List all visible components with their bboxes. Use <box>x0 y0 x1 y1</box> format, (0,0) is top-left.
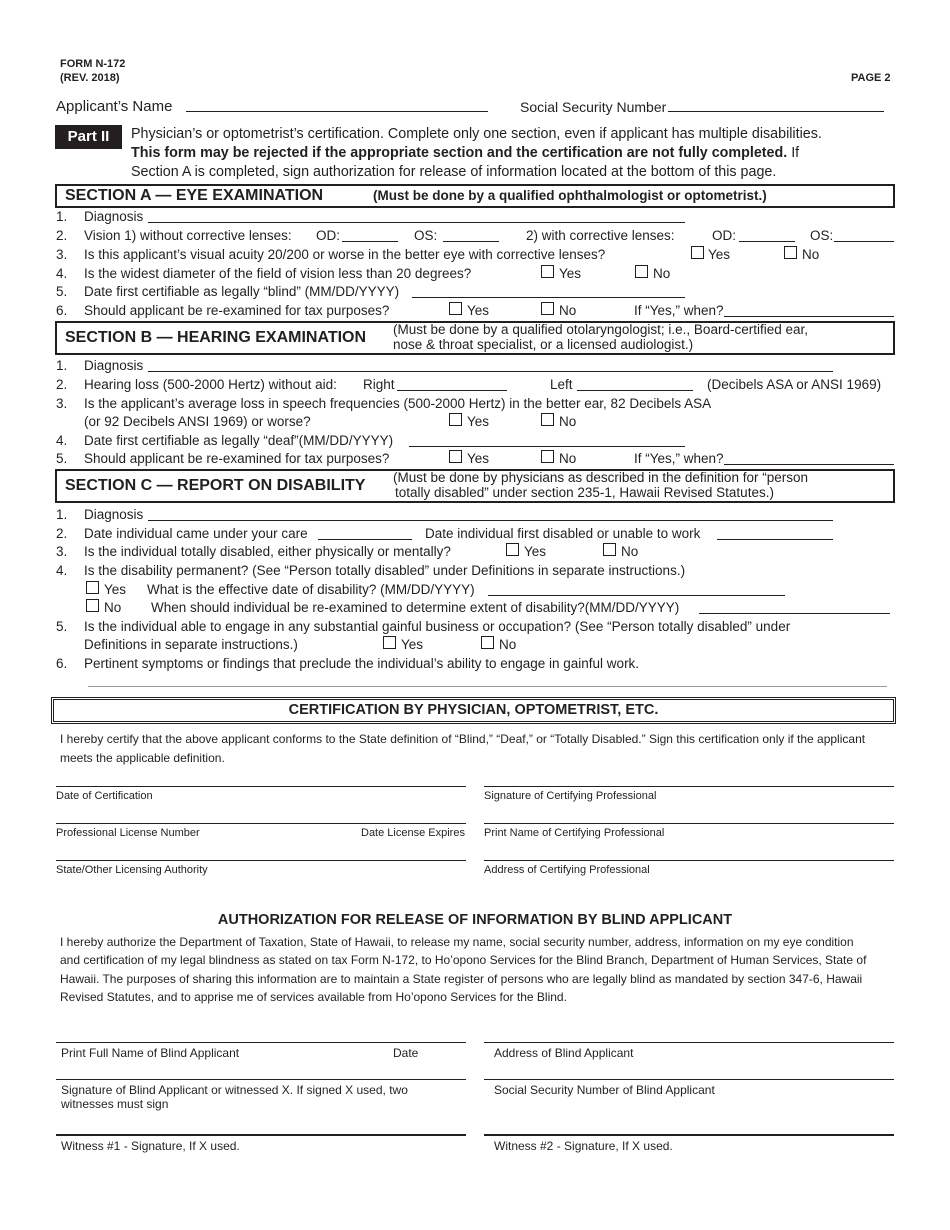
b-right-label: Right <box>363 377 395 392</box>
section-c-title: SECTION C — REPORT ON DISABILITY <box>65 477 366 494</box>
licensing-authority-label: State/Other Licensing Authority <box>56 864 208 876</box>
signature-blind-label-1: Signature of Blind Applicant or witnessed X. If signed X used, two <box>61 1083 408 1097</box>
yes-label: Yes <box>467 451 490 466</box>
section-b-title: SECTION B — HEARING EXAMINATION <box>65 329 367 346</box>
a-acuity-no-checkbox[interactable] <box>784 246 797 259</box>
no-label: No <box>802 247 820 262</box>
b-reexam-question: Should applicant be re-examined for tax purposes? <box>84 451 390 466</box>
yes-label: Yes <box>467 414 490 429</box>
form-revision: (REV. 2018) <box>60 72 120 84</box>
item-number: 1. <box>56 209 68 224</box>
c-gainful-question-1: Is the individual able to engage in any substantial gainful business or occupation? (See “Person totally disabled” under <box>84 619 791 634</box>
item-number: 1. <box>56 358 68 373</box>
date-of-certification-field[interactable] <box>56 786 466 787</box>
a-reexam-question: Should applicant be re-examined for tax purposes? <box>84 303 390 318</box>
a-field-yes-checkbox[interactable] <box>541 265 554 278</box>
a-date-blind-field[interactable] <box>412 297 685 298</box>
license-expires-label: Date License Expires <box>361 827 465 839</box>
b-diagnosis-label: Diagnosis <box>84 358 144 373</box>
full-name-label: Print Full Name of Blind Applicant <box>61 1046 240 1060</box>
c-pertinent-field[interactable] <box>88 686 887 687</box>
no-label: No <box>104 600 122 615</box>
signature-blind-field[interactable] <box>56 1079 466 1080</box>
a-os1-field[interactable] <box>443 241 499 242</box>
address-blind-label: Address of Blind Applicant <box>494 1046 634 1060</box>
ssn-field[interactable] <box>668 111 884 112</box>
a-os2-field[interactable] <box>834 241 894 242</box>
c-permanent-yes-checkbox[interactable] <box>86 581 99 594</box>
item-number: 2. <box>56 526 68 541</box>
authorization-paragraph-2: and certification of my legal blindness as stated on tax Form N-172, to Ho’opono Services for the Blind Branch, Department of Human Services, State of <box>60 953 867 967</box>
section-a-note: (Must be done by a qualified ophthalmologist or optometrist.) <box>373 188 767 203</box>
no-label: No <box>559 451 577 466</box>
c-date-disabled-field[interactable] <box>717 539 833 540</box>
address-blind-field[interactable] <box>484 1042 894 1043</box>
b-average-question-2: (or 92 Decibels ANSI 1969) or worse? <box>84 414 311 429</box>
c-gainful-no-checkbox[interactable] <box>481 636 494 649</box>
yes-label: Yes <box>401 637 424 652</box>
authorization-title: AUTHORIZATION FOR RELEASE OF INFORMATION BY BLIND APPLICANT <box>217 912 733 928</box>
witness-1-field[interactable] <box>56 1134 466 1136</box>
yes-label: Yes <box>104 582 127 597</box>
date-of-certification-label: Date of Certification <box>56 790 153 802</box>
b-left-field[interactable] <box>577 390 693 391</box>
print-name-professional-field[interactable] <box>484 823 894 824</box>
a-acuity-yes-checkbox[interactable] <box>691 246 704 259</box>
c-totally-question: Is the individual totally disabled, either physically or mentally? <box>84 544 451 559</box>
ssn-label: Social Security Number <box>520 99 667 115</box>
item-number: 5. <box>56 451 68 466</box>
witness-2-field[interactable] <box>484 1134 894 1136</box>
signature-professional-field[interactable] <box>484 786 894 787</box>
no-label: No <box>621 544 639 559</box>
item-number: 4. <box>56 266 68 281</box>
item-number: 2. <box>56 228 68 243</box>
authorization-paragraph-4: Revised Statutes, and to apprise me of services available from Ho’opono Services for the Blind. <box>60 990 567 1004</box>
c-totally-yes-checkbox[interactable] <box>506 543 519 556</box>
a-od1-label: OD: <box>316 228 341 243</box>
b-average-yes-checkbox[interactable] <box>449 413 462 426</box>
section-c-note-1: (Must be done by physicians as described in the definition for “person <box>393 470 808 485</box>
authorization-paragraph-1: I hereby authorize the Department of Taxation, State of Hawaii, to release my name, social security number, address, information on my eye condition <box>60 935 854 949</box>
full-name-field[interactable] <box>56 1042 466 1043</box>
c-totally-no-checkbox[interactable] <box>603 543 616 556</box>
no-label: No <box>559 414 577 429</box>
b-reexam-yes-checkbox[interactable] <box>449 450 462 463</box>
item-number: 6. <box>56 303 68 318</box>
b-average-question-1: Is the applicant’s average loss in speech frequencies (500-2000 Hertz) in the better ear, 82 Decibels ASA <box>84 396 712 411</box>
c-reexamined-label: When should individual be re-examined to determine extent of disability?(MM/DD/YYYY) <box>151 600 680 615</box>
yes-label: Yes <box>708 247 731 262</box>
c-reexamined-field[interactable] <box>699 613 890 614</box>
a-when-field[interactable] <box>724 316 894 317</box>
b-diagnosis-field[interactable] <box>148 371 833 372</box>
yes-label: Yes <box>559 266 582 281</box>
address-professional-label: Address of Certifying Professional <box>484 864 650 876</box>
a-od2-field[interactable] <box>739 241 795 242</box>
b-left-label: Left <box>550 377 573 392</box>
c-permanent-question: Is the disability permanent? (See “Person totally disabled” under Definitions in separate instructions.) <box>84 563 686 578</box>
a-diagnosis-field[interactable] <box>148 222 685 223</box>
item-number: 2. <box>56 377 68 392</box>
c-date-care-label: Date individual came under your care <box>84 526 308 541</box>
item-number: 3. <box>56 396 68 411</box>
part-ii-line2 <box>131 145 799 161</box>
a-with-lenses-label: 2) with corrective lenses: <box>526 228 675 243</box>
certification-text-2: meets the applicable definition. <box>60 751 225 765</box>
b-date-deaf-field[interactable] <box>409 446 685 447</box>
c-effective-date-field[interactable] <box>488 595 785 596</box>
c-diagnosis-field[interactable] <box>148 520 833 521</box>
a-os2-label: OS: <box>810 228 834 243</box>
authorization-paragraph-3: Hawaii. The purposes of sharing this information are to maintain a State register of persons who are legally blind as mandated by section 347-6, Hawaii <box>60 972 863 986</box>
ssn-blind-field[interactable] <box>484 1079 894 1080</box>
address-professional-field[interactable] <box>484 860 894 861</box>
a-acuity-question: Is this applicant’s visual acuity 20/200 or worse in the better eye with corrective lenses? <box>84 247 606 262</box>
b-reexam-no-checkbox[interactable] <box>541 450 554 463</box>
item-number: 4. <box>56 433 68 448</box>
certification-header <box>51 697 896 724</box>
section-b-note-1: (Must be done by a qualified otolaryngologist; i.e., Board-certified ear, <box>393 322 808 337</box>
no-label: No <box>499 637 517 652</box>
page-number: PAGE 2 <box>851 72 891 84</box>
part-ii-badge: Part II <box>55 125 122 149</box>
a-od2-label: OD: <box>712 228 737 243</box>
a-date-blind-label: Date first certifiable as legally “blind” (MM/DD/YYYY) <box>84 284 400 299</box>
certification-text-1: I hereby certify that the above applicant conforms to the State definition of “Blind,” “Deaf,” or “Totally Disabled.” Sign this certification only if the applicant <box>60 732 866 746</box>
a-os1-label: OS: <box>414 228 438 243</box>
date-label: Date <box>393 1046 419 1060</box>
form-number: FORM N-172 <box>60 58 126 70</box>
signature-blind-label-2: witnesses must sign <box>61 1097 169 1111</box>
a-field-question: Is the widest diameter of the field of vision less than 20 degrees? <box>84 266 472 281</box>
part-ii-line3: Section A is completed, sign authorization for release of information located at the bottom of this page. <box>131 164 777 180</box>
a-reexam-yes-checkbox[interactable] <box>449 302 462 315</box>
a-field-no-checkbox[interactable] <box>635 265 648 278</box>
ssn-blind-label: Social Security Number of Blind Applicant <box>494 1083 715 1097</box>
c-date-care-field[interactable] <box>318 539 412 540</box>
c-effective-date-label: What is the effective date of disability? (MM/DD/YYYY) <box>147 582 475 597</box>
witness-2-label: Witness #2 - Signature, If X used. <box>494 1139 673 1153</box>
section-a-title: SECTION A — EYE EXAMINATION <box>65 187 324 204</box>
item-number: 5. <box>56 619 68 634</box>
a-vision-label: Vision 1) without corrective lenses: <box>84 228 292 243</box>
b-decibels-note: (Decibels ASA or ANSI 1969) <box>707 377 882 392</box>
b-average-no-checkbox[interactable] <box>541 413 554 426</box>
witness-1-label: Witness #1 - Signature, If X used. <box>61 1139 240 1153</box>
part-ii-line2-rest: If <box>791 145 800 161</box>
item-number: 3. <box>56 247 68 262</box>
c-date-disabled-label: Date individual first disabled or unable to work <box>425 526 701 541</box>
item-number: 4. <box>56 563 68 578</box>
licensing-authority-field[interactable] <box>56 860 466 861</box>
no-label: No <box>653 266 671 281</box>
c-gainful-yes-checkbox[interactable] <box>383 636 396 649</box>
b-date-deaf-label: Date first certifiable as legally “deaf”(MM/DD/YYYY) <box>84 433 394 448</box>
b-right-field[interactable] <box>397 390 507 391</box>
c-gainful-question-2: Definitions in separate instructions.) <box>84 637 298 652</box>
a-diagnosis-label: Diagnosis <box>84 209 144 224</box>
certification-title: CERTIFICATION BY PHYSICIAN, OPTOMETRIST, ETC. <box>288 702 659 718</box>
section-b-note-2: nose & throat specialist, or a licensed audiologist.) <box>393 337 694 352</box>
b-when-field[interactable] <box>724 464 894 465</box>
yes-label: Yes <box>524 544 547 559</box>
applicant-name-field[interactable] <box>186 111 488 112</box>
c-permanent-no-checkbox[interactable] <box>86 599 99 612</box>
license-number-label: Professional License Number <box>56 827 200 839</box>
applicant-name-label: Applicant’s Name <box>56 98 173 115</box>
item-number: 3. <box>56 544 68 559</box>
a-od1-field[interactable] <box>342 241 398 242</box>
b-when-label: If “Yes,” when? <box>634 451 724 466</box>
signature-professional-label: Signature of Certifying Professional <box>484 790 657 802</box>
item-number: 6. <box>56 656 68 671</box>
section-c-note-2: totally disabled” under section 235-1, Hawaii Revised Statutes.) <box>395 485 774 500</box>
section-c-header <box>55 469 895 503</box>
item-number: 1. <box>56 507 68 522</box>
yes-label: Yes <box>467 303 490 318</box>
section-b-header <box>55 321 895 355</box>
c-diagnosis-label: Diagnosis <box>84 507 144 522</box>
section-a-header <box>55 184 895 208</box>
rejection-warning: This form may be rejected if the appropriate section and the certification are not fully completed. <box>131 145 788 161</box>
no-label: No <box>559 303 577 318</box>
license-number-field[interactable] <box>56 823 466 824</box>
print-name-professional-label: Print Name of Certifying Professional <box>484 827 665 839</box>
b-loss-label: Hearing loss (500-2000 Hertz) without aid: <box>84 377 337 392</box>
item-number: 5. <box>56 284 68 299</box>
part-ii-line1: Physician’s or optometrist’s certification. Complete only one section, even if applicant has multiple disabilities. <box>131 126 822 142</box>
a-reexam-no-checkbox[interactable] <box>541 302 554 315</box>
a-when-label: If “Yes,” when? <box>634 303 724 318</box>
c-pertinent-label: Pertinent symptoms or findings that preclude the individual’s ability to engage in gainful work. <box>84 656 640 671</box>
